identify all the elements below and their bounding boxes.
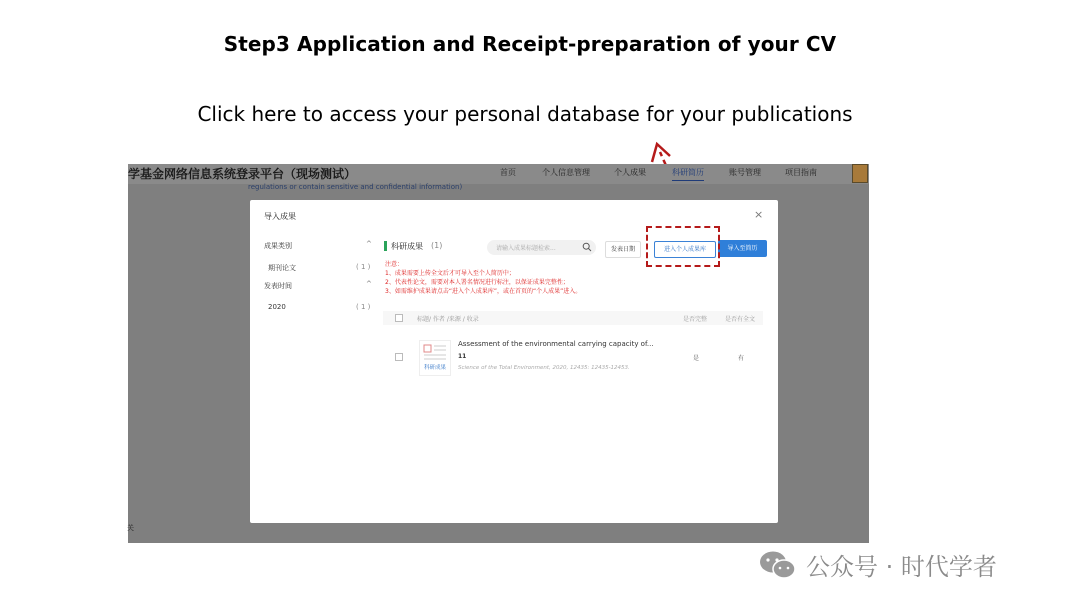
select-all-checkbox[interactable] bbox=[395, 314, 403, 322]
site-brand: 学基金网络信息系统登录平台（现场测试） bbox=[128, 167, 357, 181]
watermark-text: 公众号 · 时代学者 bbox=[806, 553, 997, 581]
search-input[interactable] bbox=[487, 240, 596, 255]
modal-title: 导入成果 bbox=[264, 212, 296, 221]
sort-date-button[interactable]: 发表日期 bbox=[605, 241, 641, 258]
import-results-modal bbox=[250, 200, 778, 523]
fulltext-value: 有 bbox=[738, 355, 745, 362]
nav-home[interactable]: 首页 bbox=[500, 168, 516, 177]
note-line: 2、代表性论文，需要对本人署名情况进行标注，以保证成果完整性； bbox=[385, 279, 569, 286]
result-tag: 科研成果 bbox=[423, 365, 446, 371]
highlight-box bbox=[646, 226, 720, 267]
search-placeholder: 请输入成果标题检索... bbox=[496, 245, 556, 252]
notes bbox=[385, 260, 581, 296]
note-line: 3、如需维护成果请点击“进入个人成果库”，或在首页的“个人成果”进入。 bbox=[385, 288, 582, 295]
filter-date-label[interactable]: 发表时间 bbox=[264, 282, 292, 290]
section-marker bbox=[384, 241, 387, 251]
close-icon[interactable]: × bbox=[754, 208, 764, 221]
col-complete: 是否完整 bbox=[683, 316, 708, 323]
nav-account[interactable]: 账号管理 bbox=[729, 168, 761, 177]
nav-personal-info[interactable]: 个人信息管理 bbox=[542, 168, 590, 177]
nav-personal-results[interactable]: 个人成果 bbox=[614, 168, 646, 177]
publication-title[interactable]: Assessment of the environmental carrying capacity of... bbox=[458, 340, 654, 348]
filter-date-2020[interactable]: 2020 bbox=[268, 303, 286, 311]
slide-subtitle: Click here to access your personal database for your publications bbox=[197, 102, 853, 126]
filter-category-label[interactable]: 成果类别 bbox=[264, 242, 292, 250]
nav-project-guide[interactable]: 项目指南 bbox=[785, 168, 817, 177]
chevron-up-icon[interactable]: ^ bbox=[366, 240, 372, 248]
note-line: 1、成果需要上传全文后才可导入至个人简历中； bbox=[385, 270, 515, 277]
table-header bbox=[383, 311, 763, 325]
col-title: 标题/ 作者 /来源 / 收录 bbox=[417, 316, 479, 323]
publication-author-count: 11 bbox=[458, 353, 467, 360]
section-title: 科研成果 bbox=[391, 242, 423, 251]
import-to-cv-button[interactable]: 导入至简历 bbox=[718, 240, 767, 257]
filter-category-journal[interactable]: 期刊论文 bbox=[268, 264, 296, 272]
search-icon[interactable] bbox=[582, 242, 592, 252]
complete-value: 是 bbox=[693, 355, 700, 362]
filter-category-count: ( 1 ) bbox=[356, 263, 371, 271]
background-text: regulations or contain sensitive and confidential information) bbox=[248, 183, 463, 191]
slide-title: Step3 Application and Receipt-preparation of your CV bbox=[223, 32, 837, 56]
table-row[interactable] bbox=[383, 333, 763, 385]
background-label: 关 bbox=[127, 524, 134, 532]
top-nav-bar bbox=[128, 164, 869, 184]
section-count: (1) bbox=[431, 241, 443, 250]
nav-research-cv[interactable]: 科研简历 bbox=[672, 167, 704, 181]
avatar[interactable] bbox=[852, 164, 868, 183]
note-line: 注意： bbox=[385, 261, 404, 268]
row-checkbox[interactable] bbox=[395, 353, 403, 361]
personal-library-button[interactable]: 进入个人成果库 bbox=[654, 241, 716, 258]
chevron-up-icon[interactable]: ^ bbox=[366, 280, 372, 288]
col-fulltext: 是否有全文 bbox=[725, 316, 756, 323]
filter-date-count: ( 1 ) bbox=[356, 303, 371, 311]
publication-source: Science of the Total Environment, 2020, 12435: 12435-12453. bbox=[458, 365, 630, 371]
wechat-icon bbox=[758, 549, 798, 581]
